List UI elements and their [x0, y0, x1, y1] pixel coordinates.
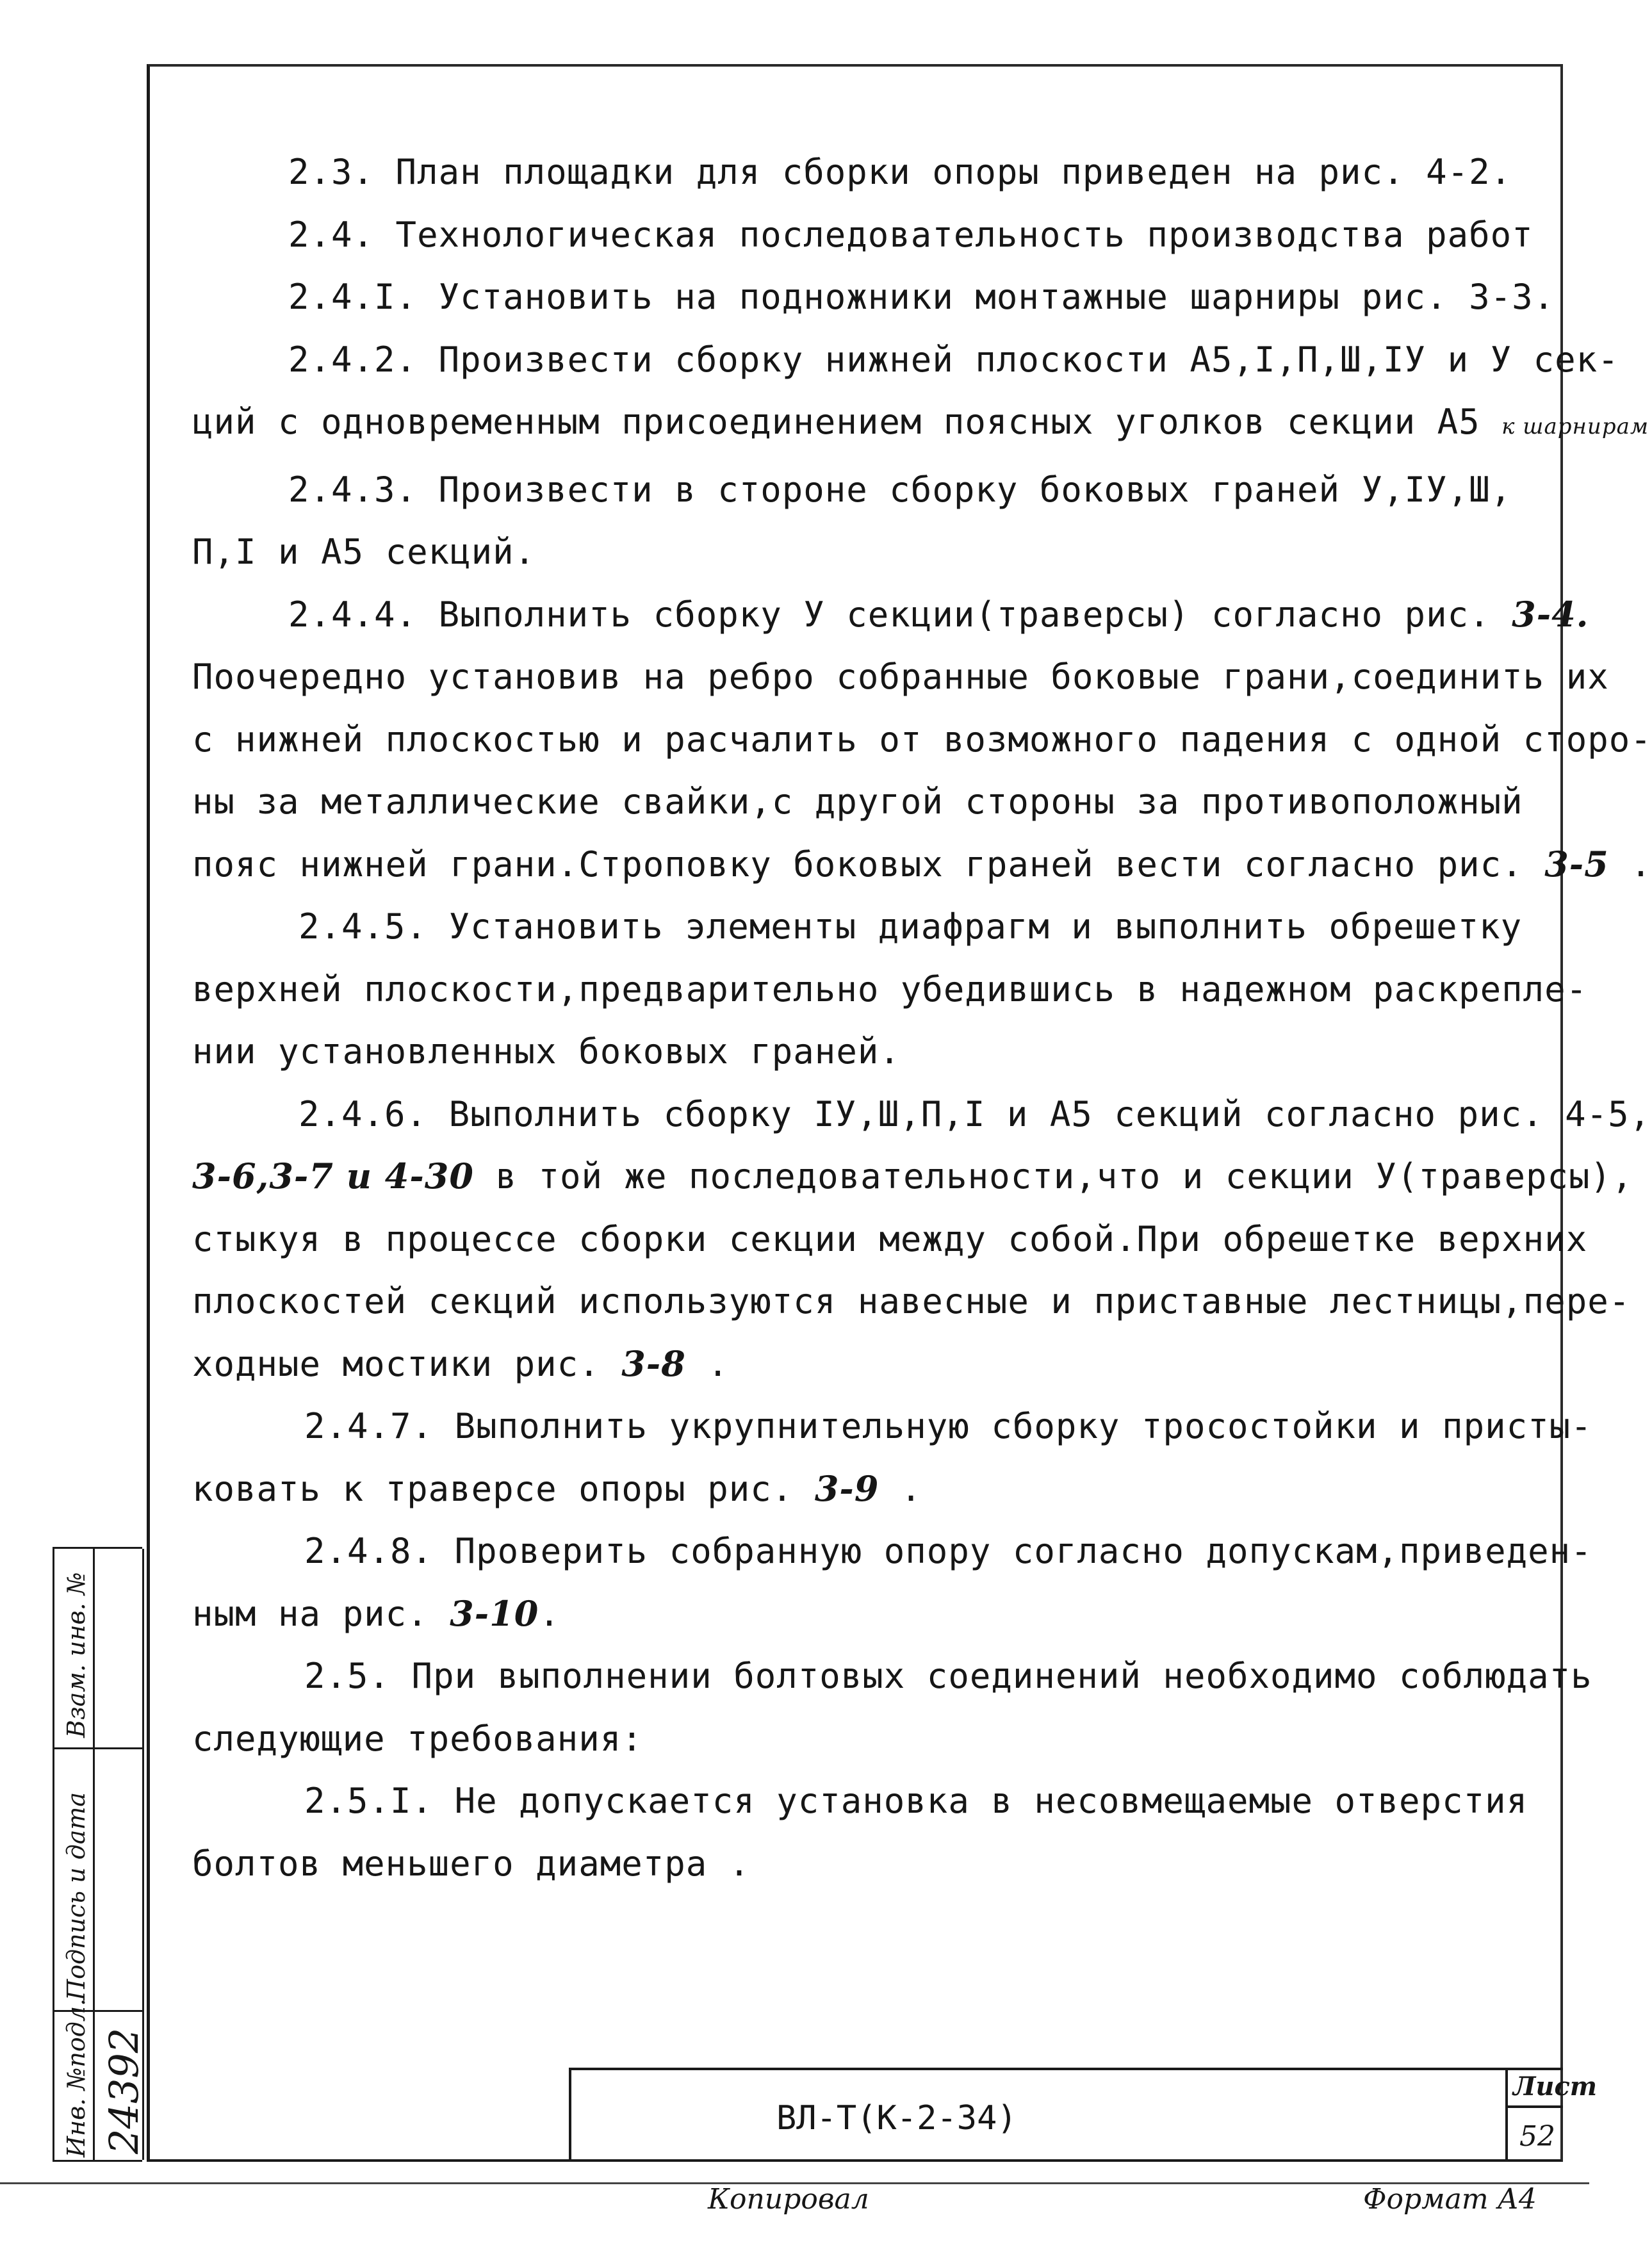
paragraph-2-4-7: 2.4.7. Выполнить укрупнительную сборку тросостойки и присты-: [304, 1406, 1592, 1446]
document-body: [192, 141, 1652, 1895]
text-line: 3-6,3-7 и 4-30 в той же последовательности,что и секции У(траверсы),: [192, 1156, 1633, 1197]
figure-ref: 3-10: [450, 1592, 539, 1634]
document-code: ВЛ-Т(К-2-34): [776, 2099, 1017, 2137]
figure-ref: 3-5: [1544, 843, 1609, 885]
text-line: ковать к траверсе опоры рис. 3-9 .: [192, 1467, 922, 1509]
margin-stamp: [53, 1547, 147, 2162]
text-line: ходные мостики рис. 3-8 .: [192, 1343, 729, 1384]
copied-by-label: Копировал: [708, 2183, 869, 2216]
text-line: Поочередно установив на ребро собранные боковые грани,соединить их: [192, 657, 1609, 697]
signature-date-label: Подпись и дата: [62, 1792, 90, 2000]
paragraph-2-4-2-cont: ций с одновременным присоединением поясных уголков секции А5 к шарнирам: [192, 402, 1649, 442]
paragraph-2-4-5: 2.4.5. Установить элементы диафрагм и выполнить обрешетку: [299, 906, 1523, 947]
text-line: пояс нижней грани.Строповку боковых граней вести согласно рис. 3-5 .: [192, 843, 1652, 885]
text-line: верхней плоскости,предварительно убедившись в надежном раскрепле-: [192, 968, 1588, 1009]
handwritten-note: к шарнирам: [1501, 414, 1649, 439]
title-block: [569, 2068, 1598, 2162]
format-label: Формат А4: [1363, 2183, 1537, 2216]
figure-ref: 3-8: [621, 1343, 686, 1384]
figure-ref: 3-6,3-7 и 4-30: [192, 1156, 474, 1197]
text-line: с нижней плоскостью и расчалить от возможного падения с одной сторо-: [192, 719, 1652, 760]
stamp-divider: [54, 1747, 144, 1749]
text-line: плоскостей секций используются навесные и приставные лестницы,пере-: [192, 1281, 1631, 1321]
replace-inv-label: Взам. инв. №: [62, 1572, 90, 1738]
paragraph-2-5: 2.5. При выполнении болтовых соединений необходимо соблюдать: [304, 1656, 1592, 1696]
paragraph-2-4-8: 2.4.8. Проверить собранную опору согласно допускам,приведен-: [304, 1531, 1592, 1571]
paragraph-2-3: 2.3. План площадки для сборки опоры приведен на рис. 4-2.: [288, 152, 1512, 192]
paragraph-2-4-3: 2.4.3. Произвести в стороне сборку боковых граней У,IУ,Ш,: [288, 469, 1512, 510]
paragraph-2-4-4: 2.4.4. Выполнить сборку У секции(траверсы) согласно рис. 3-4.: [288, 593, 1589, 635]
text-line: стыкуя в процессе сборки секции между собой.При обрешетке верхних: [192, 1218, 1588, 1259]
figure-ref: 3-4.: [1512, 593, 1589, 635]
sheet-number: 52: [1519, 2120, 1555, 2153]
paragraph-2-4-2: 2.4.2. Произвести сборку нижней плоскости А5,I,П,Ш,IУ и У сек-: [288, 339, 1619, 380]
paragraph-2-4-6: 2.4.6. Выполнить сборку IУ,Ш,П,I и А5 секций согласно рис. 4-5,: [299, 1093, 1651, 1134]
text-line: нии установленных боковых граней.: [192, 1031, 901, 1072]
paragraph-2-4-3-cont: П,I и А5 секций.: [192, 532, 536, 572]
inv-number-value: 24392: [101, 2027, 147, 2154]
paragraph-2-4: 2.4. Технологическая последовательность производства работ: [288, 214, 1533, 255]
sheet-label: Лист: [1513, 2071, 1598, 2102]
text-line: ны за металлические свайки,с другой стороны за противоположный: [192, 781, 1523, 822]
paragraph-2-5-1: 2.5.I. Не допускается установка в несовмещаемые отверстия: [304, 1781, 1528, 1821]
text-line: болтов меньшего диаметра .: [192, 1843, 751, 1884]
text-line: ным на рис. 3-10.: [192, 1592, 560, 1634]
inv-number-label: Инв. №подл.: [62, 1998, 90, 2157]
paragraph-2-4-1: 2.4.I. Установить на подножники монтажные шарниры рис. 3-3.: [288, 277, 1555, 317]
sheet-cell: [1505, 2070, 1598, 2162]
figure-ref: 3-9: [814, 1467, 879, 1509]
sheet-divider: [1508, 2105, 1563, 2108]
text-line: следующие требования:: [192, 1718, 643, 1759]
